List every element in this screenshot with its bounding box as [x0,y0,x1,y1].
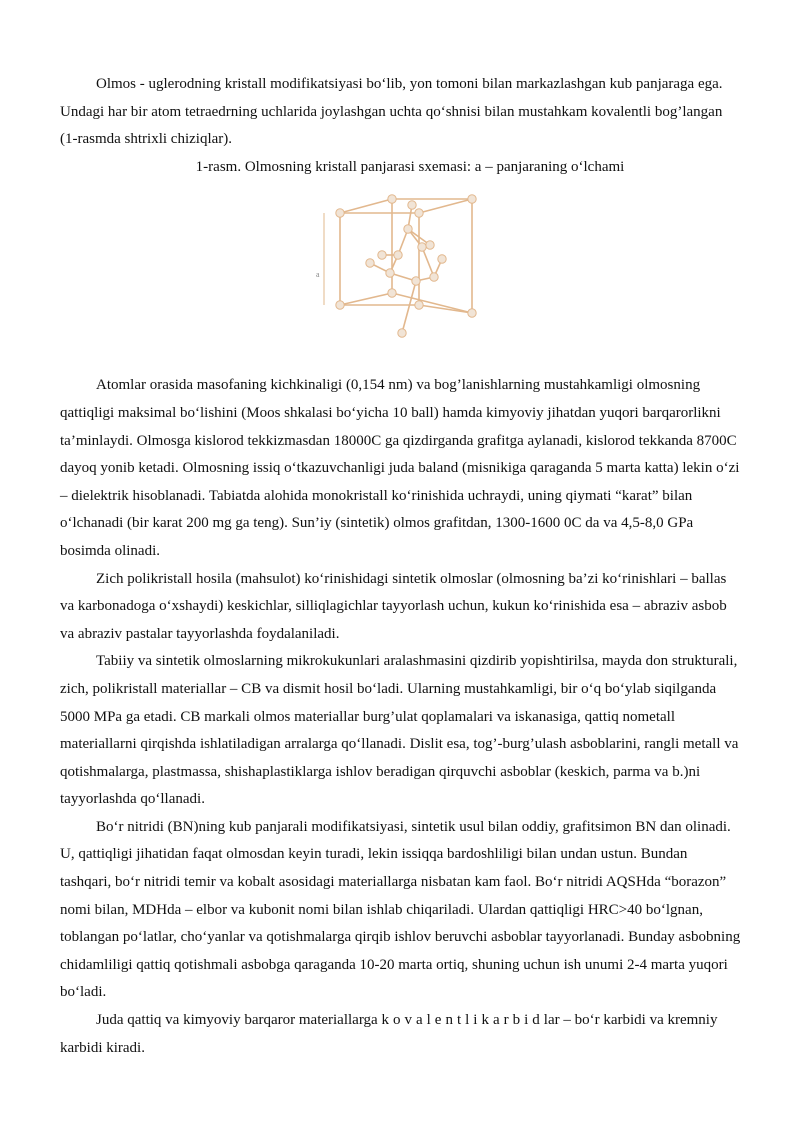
spaced-term: kovalentlikarbid [381,1012,544,1029]
lattice-bond [392,293,472,313]
final-paragraph-tail: lar – bo‘r karbidi va kremniy karbidi kiradi. [60,1012,718,1056]
paragraph-4: Bo‘r nitridi (BN)ning kub panjarali modifikatsiyasi, sintetik usul bilan oddiy, grafitsimon BN dan olinadi. U, qattiqligi jihatidan faqat olmosdan keyin turadi, lekin issiqqa bardoshliligi bilan undan ustun. Bundan tashqari, bo‘r nitridi temir va kobalt asosidagi materiallarga nisbatan kam faol. Bo‘r nitridi AQSHda “borazon” nomi bilan, MDHda – elbor va kubonit nomi bilan ishlab chiqariladi. Ulardan qattiqligi HRC>40 bo‘lgnan, toblangan po‘latlar, cho‘yanlar va qotishmalarga qirqib ishlov beruvchi asboblar tayyorlanadi. Bunday asbobning chidamliligi qattiq qotishmali asbobga qaraganda 10-20 marta ortiq, shuning uchun ish unumi 2-4 marta yuqori bo‘ladi. [60,818,741,1001]
lattice-atom [438,255,446,263]
final-paragraph-lead: Juda qattiq va kimyoviy barqaror materiallarga [96,1012,382,1029]
lattice-bond [422,247,434,277]
lattice-atom [398,329,406,337]
lattice-atom [468,309,476,317]
lattice-atom [388,289,396,297]
lattice-atom [336,301,344,309]
lattice-atom [388,195,396,203]
lattice-atom [468,195,476,203]
lattice-atom [336,209,344,217]
lattice-atom [426,241,434,249]
document-page [60,71,742,1062]
lattice-atom [378,251,386,259]
lattice-atom [408,201,416,209]
lattice-atom [386,269,394,277]
intro-paragraph: Olmos - uglerodning kristall modifikatsiyasi bo‘lib, yon tomoni bilan markazlashgan kub panjaraga ega. Undagi har bir atom tetraedrning uchlarida joylashgan uchta qo‘shnisi bilan mustahkam kovalentli bog’langan (1-rasmda shtrixli chiziqlar). [60,76,723,148]
final-paragraph [60,1007,742,1062]
lattice-bond [419,199,472,213]
lattice-atom [412,277,420,285]
lattice-bond [340,293,392,305]
paragraph-3: Tabiiy va sintetik olmoslarning mikrokukunlari aralashmasini qizdirib yopishtirilsa, mayda don strukturali, zich, polikristall materiallar – CB va dismit hosil bo‘ladi. Ularning mustahkamligi, bir o‘q bo‘ylab siqilganda 5000 MPa ga etadi. CB markali olmos materiallar burg’ulat qoplamalari va iskanasiga, qattiq nometall materiallarni qirqishda ishlatiladigan arralarga qo‘llanadi. Dislit esa, tog’-burg’ulash asboblarini, rangli metall va qotishmalarga, plastmassa, shishaplastiklarga ishlov beradigan qirquvchi asboblar (keskich, parma va b.)ni tayyorlashda qo‘llanadi. [60,653,739,808]
lattice-atom [415,209,423,217]
lattice-atom [418,243,426,251]
lattice-atom [394,251,402,259]
lattice-atom [415,301,423,309]
lattice-atom [430,273,438,281]
paragraph-2: Zich polikristall hosila (mahsulot) ko‘rinishidagi sintetik olmoslar (olmosning ba’zi ko‘rinishlari – ballas va karbonadoga o‘xshaydi) keskichlar, silliqlagichlar tayyorlash uchun, kukun ko‘rinishida esa – abraziv asbob va abraziv pastalar tayyorlashda foydalaniladi. [60,570,727,642]
diamond-lattice-diagram [312,185,502,353]
crystal-lattice-figure [60,185,742,353]
lattice-atom [366,259,374,267]
lattice-bond [402,281,416,333]
lattice-atom [404,225,412,233]
paragraph-1: Atomlar orasida masofaning kichkinaligi (0,154 nm) va bog’lanishlarning mustahkamligi olmosning qattiqligi maksimal bo‘lishini (Moos shkalasi bo‘yicha 10 ball) hamda kimyoviy jihatdan yuqori barqarorlikni ta’minlaydi. Olmosga kislorod tekkizmasdan 18000C ga qizdirganda grafitga aylanadi, kislorod tekkanda 8700C dayoq yonib ketadi. Olmosning issiq o‘tkazuvchanligi juda baland (misnikiga qaraganda 5 marta katta) lekin o‘zi – dielektrik hisoblanadi. Tabiatda alohida monokristall ko‘rinishida uchraydi, uning qiymati “karat” bilan o‘lchanadi (bir karat 200 mg ga teng). Sun’iy (sintetik) olmos grafitdan, 1300-1600 0C da va 4,5-8,0 GPa bosimda olinadi. [60,377,740,559]
lattice-bond [340,199,392,213]
dimension-label: a [316,270,320,280]
figure-caption: 1-rasm. Olmosning kristall panjarasi sxemasi: a – panjaraning o‘lchami [195,158,625,175]
